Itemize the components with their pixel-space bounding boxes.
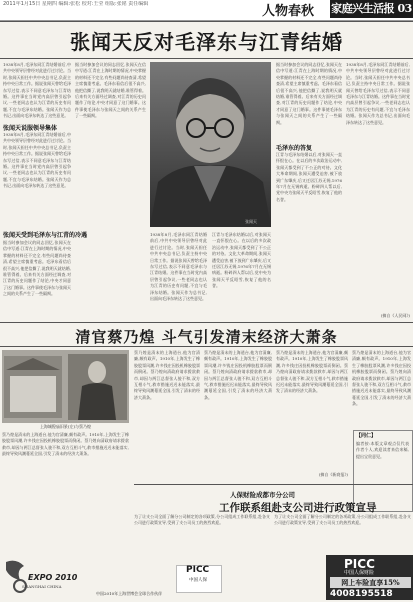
historical-photo	[2, 350, 129, 423]
picc-logo-text: PICC	[186, 565, 210, 575]
second-text-col-5: 蔡乃煌是清末的上海道台,他为官清廉,颇有政声。1910年,上海发生了橡胶股票风潮,许多钱庄因投机橡胶股票而倒闭。蔡乃煌向清政府请求拨款救市,却因与两江总督张人骏不和,双方互相斗气,救市措施迟迟未能落实,最终导致风潮蔓延全国,引发了清末的经济大萧条。	[352, 350, 411, 407]
second-text-col-3: 蔡乃煌是清末的上海道台,他为官清廉,颇有政声。1910年,上海发生了橡胶股票风潮,许多钱庄因投机橡胶股票而倒闭。蔡乃煌向清政府请求拨款救市,却因与两江总督张人骏不和,双方互相斗气,救市措施迟迟未能落实,最终导致风潮蔓延全国,引发了清末的经济大萧条。	[204, 350, 272, 400]
historical-photo-caption: 上海城隍庙旧景(左)与蔡乃煌	[39, 424, 92, 429]
article-text-col-4: 江青与毛泽东结婚以后,对张闻天一直怀恨在心。在以后的多次政治运动中,张闻天都受到了不公正的对待。文化大革命期间,张闻天遭受迫害,被下放到广东肇庆,后又迁居江苏无锡,1976年7月在无锡病逝。粉碎四人帮以后,党中央为张闻天平反昭雪,恢复了他的名誉。	[212, 232, 271, 289]
subhead-3: 毛泽东的答复	[276, 145, 313, 152]
second-text-col-2: 蔡乃煌是清末的上海道台,他为官清廉,颇有政声。1910年,上海发生了橡胶股票风潮,许多钱庄因投机橡胶股票而倒闭。蔡乃煌向清政府请求拨款救市,却因与两江总督张人骏不和,双方互相斗气,救市措施迟迟未能落实,最终导致风潮蔓延全国,引发了清末的经济大萧条。	[134, 350, 200, 400]
picc-logo-subtext: 中国人保	[189, 578, 207, 583]
ad-headline: 工作联系组赴支公司进行政策宣导	[219, 502, 377, 514]
article-text-col-5: 据当时参加会议的同志回忆,张闻天在信中写道:江青在上海时期的情况,中央掌握的材料还不完全,有些问题尚待查清,希望主席慎重考虑。毛泽东看信后很不高兴,他把信撕了,说我明天就结婚,谁管得着。后来有关方面经过调查,对江青的历史问题作了结论,中央才同意了这门婚事。这件事使毛泽东与张闻天之间的关系产生了一些隔阂。	[276, 62, 342, 125]
editor-note-title: 【同仁】	[356, 433, 377, 439]
ad-text-2: 为了让支公司全面了解分公司制定的各项政策,分公司组成工作联系组,赴各支公司进行政策宣导,受到了支公司员工的热烈欢迎。	[274, 514, 411, 526]
article-text-left-1: 1938年8月,毛泽东同江青结婚前后,中共中央领导层曾经对此进行过讨论。当时,张闻天担任中共中央总书记,负责主持中央日常工作。据说张闻天曾给毛泽东写过信,表示不同意毛泽东与江青结婚。这件事在当时党内高层曾引起争议,一些老同志也认为江青的历史有问题,不宜与毛泽东结婚。张闻天作为总书记,出面向毛泽东转达了这些意见。	[3, 62, 71, 119]
second-headline: 清官蔡乃煌 斗气引发清末经济大萧条	[75, 328, 338, 346]
article-text-col-2: 据当时参加会议的同志回忆,张闻天在信中写道:江青在上海时期的情况,中央掌握的材料还不完全,有些问题尚待查清,希望主席慎重考虑。毛泽东看信后很不高兴,他把信撕了,说我明天就结婚,谁管得着。后来有关方面经过调查,对江青的历史问题作了结论,中央才同意了这门婚事。这件事使毛泽东与张闻天之间的关系产生了一些隔阂。	[75, 62, 146, 119]
section-rule-2	[0, 346, 413, 347]
picc-promo-discount: 网上车险直享15%	[330, 577, 411, 588]
column-name: 人物春秋	[262, 4, 315, 19]
second-text-col-1: 蔡乃煌是清末的上海道台,他为官清廉,颇有政声。1910年,上海发生了橡胶股票风潮,许多钱庄因投机橡胶股票而倒闭。蔡乃煌向清政府请求拨款救市,却因与两江总督张人骏不和,双方互相斗气,救市措施迟迟未能落实,最终导致风潮蔓延全国,引发了清末的经济大萧条。	[2, 432, 129, 457]
portrait-photo	[150, 62, 271, 227]
second-source: (摘自《新商报》)	[318, 472, 348, 477]
expo-partner-text: 中国2010年上海世博会全球合作伙伴	[96, 591, 163, 596]
ad-rule	[134, 484, 413, 485]
section-rule	[0, 322, 413, 323]
newspaper-brand: 家庭兴生活报 03	[330, 0, 413, 18]
expo-text: EXPO 2010	[28, 573, 78, 582]
header-rule	[0, 21, 413, 22]
expo-subtext: SHANGHAI CHINA	[22, 584, 62, 589]
article-text-col-5b: 江青与毛泽东结婚以后,对张闻天一直怀恨在心。在以后的多次政治运动中,张闻天都受到了不公正的对待。文化大革命期间,张闻天遭受迫害,被下放到广东肇庆,后又迁居江苏无锡,1976年7月在无锡病逝。粉碎四人帮以后,党中央为张闻天平反昭雪,恢复了他的名誉。	[276, 152, 342, 202]
article-source: (摘自《人民网》)	[380, 313, 410, 318]
article-text-left-3: 据当时参加会议的同志回忆,张闻天在信中写道:江青在上海时期的情况,中央掌握的材料还不完全,有些问题尚待查清,希望主席慎重考虑。毛泽东看信后很不高兴,他把信撕了,说我明天就结婚,谁管得着。后来有关方面经过调查,对江青的历史问题作了结论,中央才同意了这门婚事。这件事使毛泽东与张闻天之间的关系产生了一些隔阂。	[3, 240, 71, 297]
article-text-left-2: 1938年8月,毛泽东同江青结婚前后,中共中央领导层曾经对此进行过讨论。当时,张闻天担任中共中央总书记,负责主持中央日常工作。据说张闻天曾给毛泽东写过信,表示不同意毛泽东与江青结婚。这件事在当时党内高层曾引起争议,一些老同志也认为江青的历史有问题,不宜与毛泽东结婚。张闻天作为总书记,出面向毛泽东转达了这些意见。	[3, 132, 71, 189]
picc-promo-subtext: 中国人保财险	[344, 570, 375, 576]
picc-promo-phone: 4008195518	[330, 589, 393, 599]
editor-note-text: 编者按:本版文章观点仅代表作者个人,欢迎读者来信来稿,提出宝贵意见。	[356, 441, 409, 459]
subhead-2: 张闻天受到毛泽东与江青的冷遇	[3, 232, 88, 239]
photo-caption: 张闻天	[245, 219, 257, 224]
main-headline: 张闻天反对毛泽东与江青结婚	[70, 30, 343, 54]
subhead-1: 张闻天说服领导集体	[3, 125, 58, 132]
issue-info: 2011年1月15日 星期四 编辑:张松 校对:王莹 组版:张铭 责任编辑	[3, 1, 149, 7]
ad-text-1: 为了让支公司全面了解分公司制定的各项政策,分公司组成工作联系组,赴各支公司进行政策宣导,受到了支公司员工的热烈欢迎。	[134, 514, 270, 526]
article-text-col-3: 1938年8月,毛泽东同江青结婚前后,中共中央领导层曾经对此进行过讨论。当时,张闻天担任中共中央总书记,负责主持中央日常工作。据说张闻天曾给毛泽东写过信,表示不同意毛泽东与江青结婚。这件事在当时党内高层曾引起争议,一些老同志也认为江青的历史有问题,不宜与毛泽东结婚。张闻天作为总书记,出面向毛泽东转达了这些意见。	[150, 232, 207, 302]
ad-company: 人保财险成都市分公司	[230, 491, 295, 499]
picc-promo-name: PICC	[344, 557, 375, 571]
article-text-col-6: 1938年8月,毛泽东同江青结婚前后,中共中央领导层曾经对此进行过讨论。当时,张闻天担任中共中央总书记,负责主持中央日常工作。据说张闻天曾给毛泽东写过信,表示不同意毛泽东与江青结婚。这件事在当时党内高层曾引起争议,一些老同志也认为江青的历史有问题,不宜与毛泽东结婚。张闻天作为总书记,出面向毛泽东转达了这些意见。	[346, 62, 410, 125]
second-text-col-4: 蔡乃煌是清末的上海道台,他为官清廉,颇有政声。1910年,上海发生了橡胶股票风潮,许多钱庄因投机橡胶股票而倒闭。蔡乃煌向清政府请求拨款救市,却因与两江总督张人骏不和,双方互相斗气,救市措施迟迟未能落实,最终导致风潮蔓延全国,引发了清末的经济大萧条。	[276, 350, 348, 394]
headline-rule	[0, 58, 413, 59]
